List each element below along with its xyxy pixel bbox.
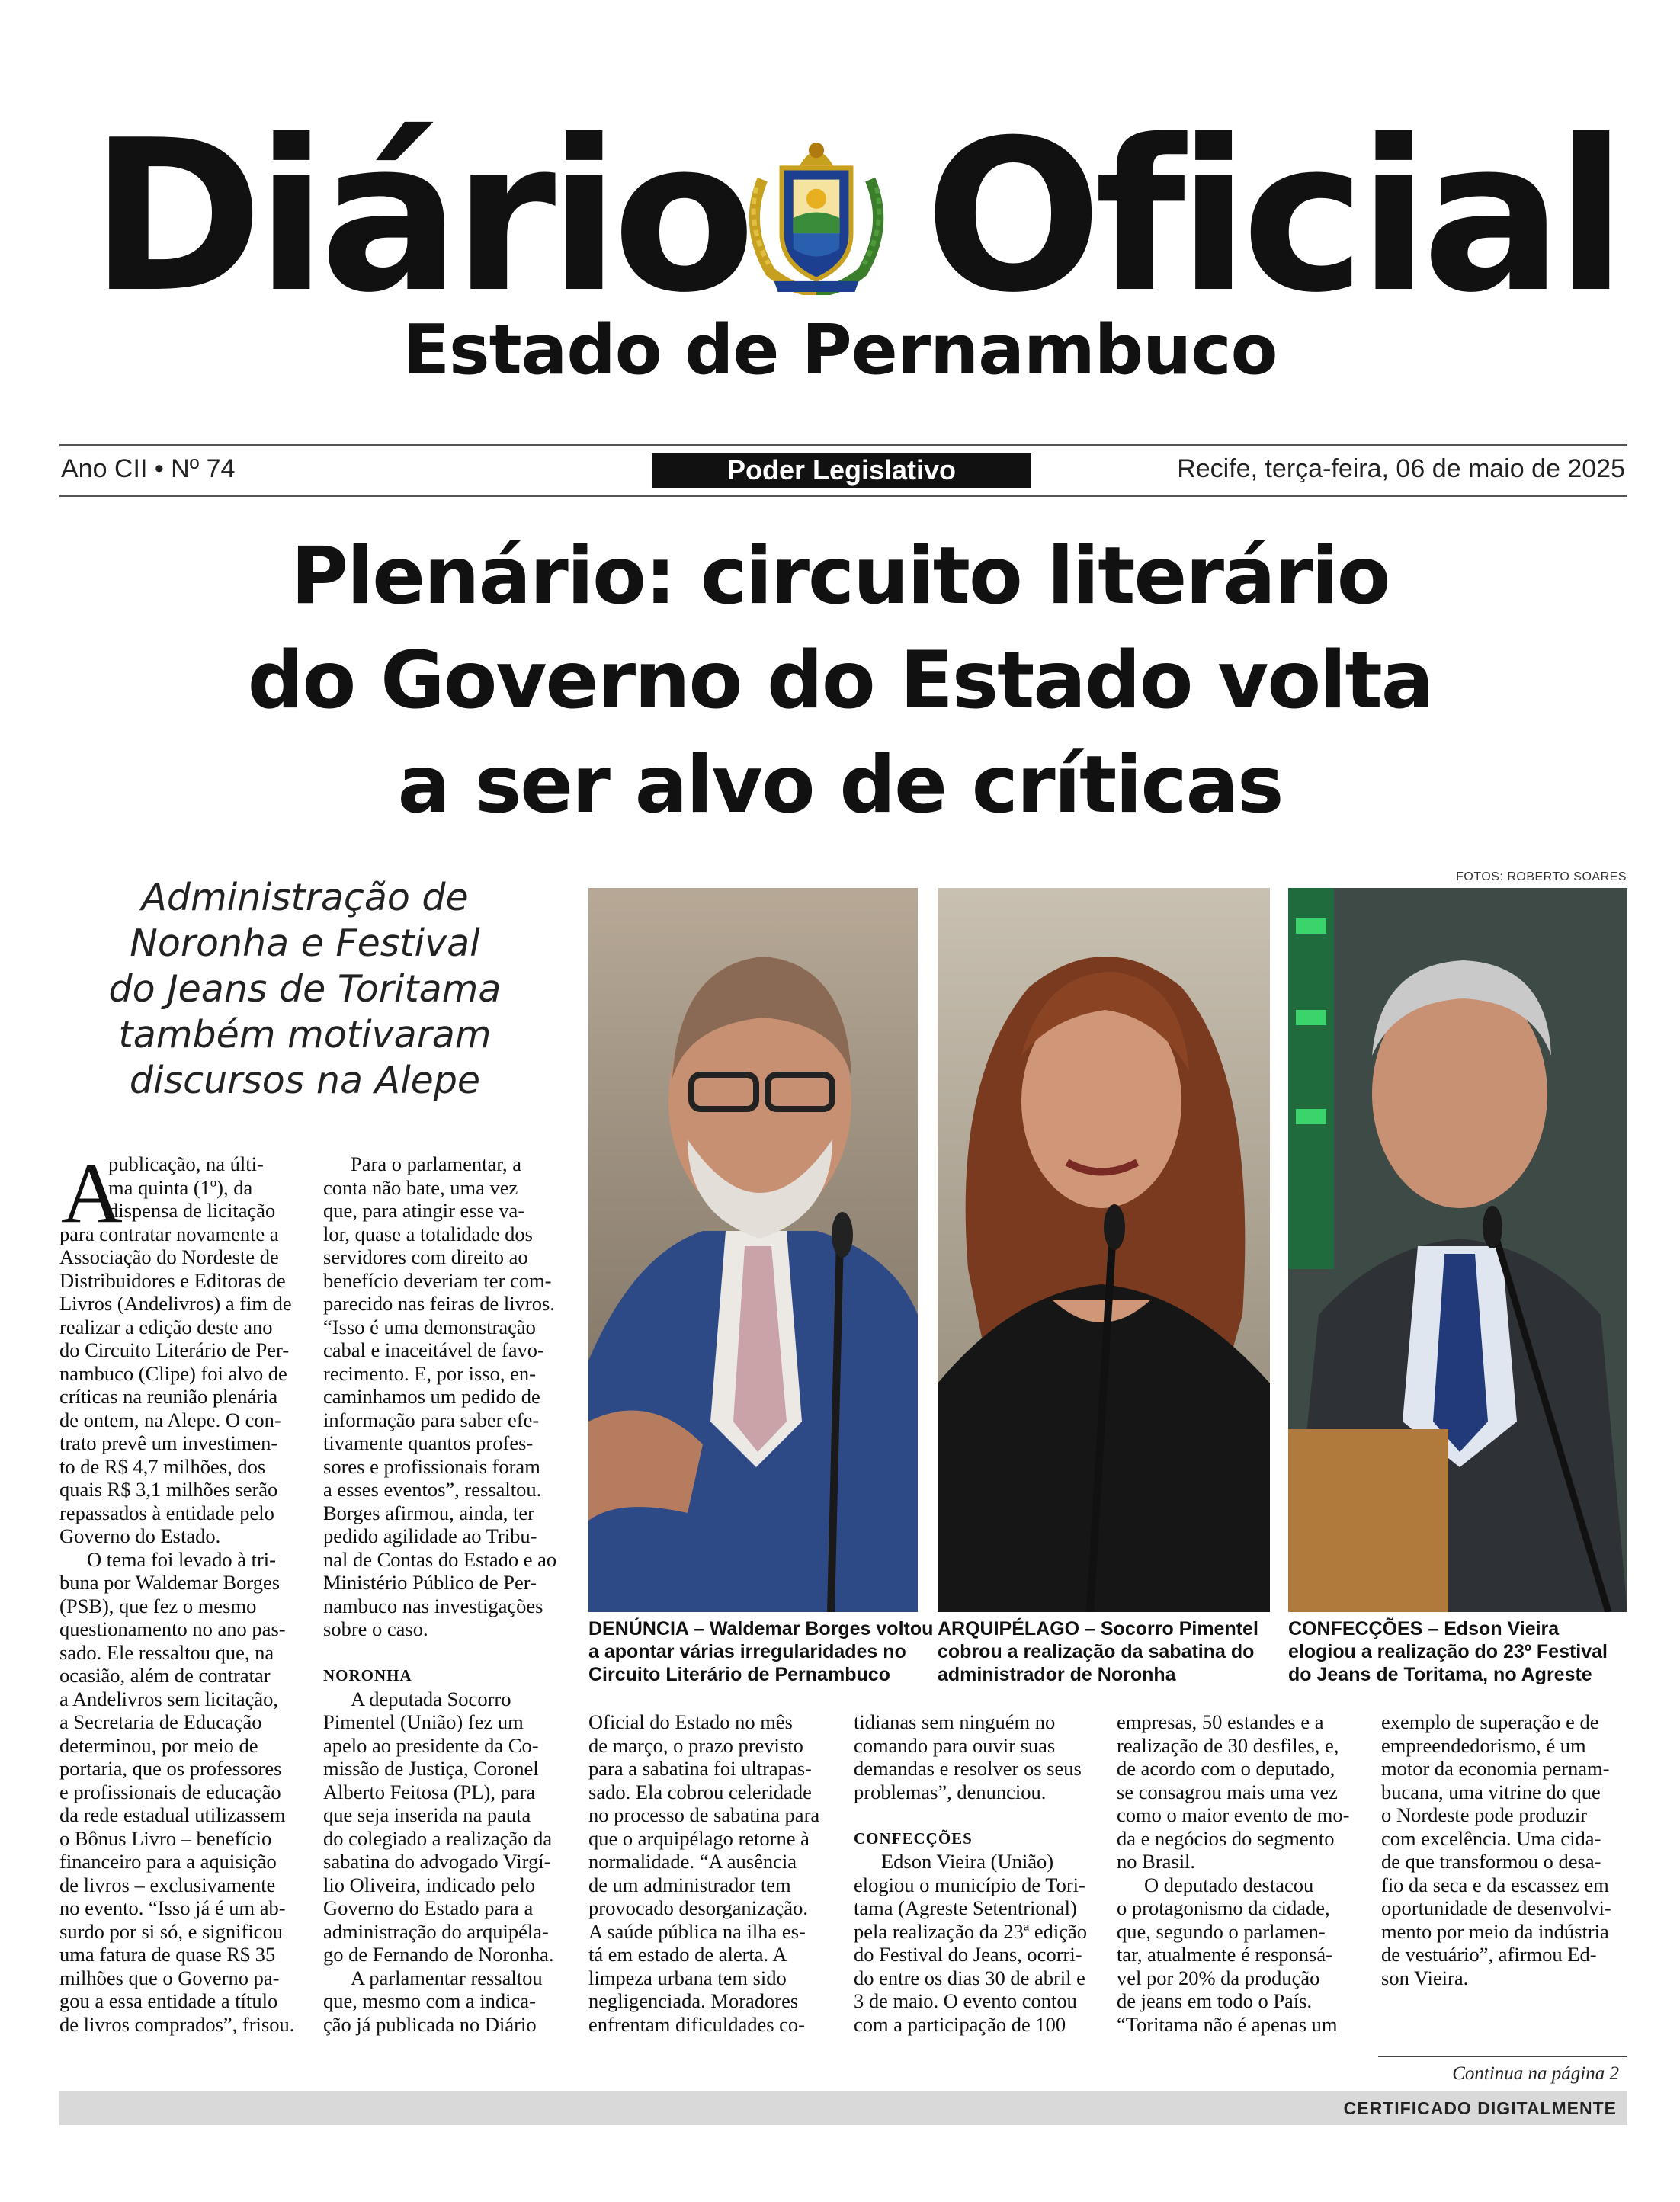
article-line: nambuco (Clipe) foi alvo de [59,1361,287,1385]
issue-number: Ano CII • Nº 74 [61,454,236,483]
article-line: tivamente quantos profes- [323,1431,534,1454]
article-line: sabatina do advogado Virgí- [323,1850,551,1873]
article-line: que, para atingir esse va- [323,1199,525,1222]
article-column-5 [1117,1710,1362,2036]
article-line: para a sabatina foi ultrapas- [588,1757,812,1780]
caption-line: DENÚNCIA – Waldemar Borges voltou [588,1618,934,1639]
article-line: de livros comprados”, frisou. [59,2012,295,2036]
article-line: O deputado destacou [1144,1873,1314,1896]
masthead-title-right: Oficial [925,95,1620,338]
article-line: empresas, 50 estandes e a [1117,1710,1324,1733]
article-line: sores e profissionais foram [323,1454,540,1478]
article-line: dispensa de licitação [108,1199,276,1222]
photo-caption [938,1617,1273,1686]
article-line: surdo por si só, e significou [59,1919,283,1943]
deck-line: do Jeans de Toritama [108,967,502,1011]
article-line: demandas e resolver os seus [854,1757,1082,1780]
edition-date: Recife, terça-feira, 06 de maio de 2025 [1177,454,1625,483]
caption-line: do Jeans de Toritama, no Agreste [1288,1664,1592,1685]
article-line: motor da economia pernam- [1381,1757,1610,1780]
article-line: realizar a edição deste ano [59,1315,273,1338]
article-line: CONFECÇÕES [854,1829,973,1848]
article-line: o protagonismo da cidade, [1117,1896,1330,1919]
article-line: cabal e inaceitável de favo- [323,1338,544,1361]
article-line: oportunidade de desenvolvi- [1381,1896,1611,1919]
article-line: Governo do Estado. [59,1524,221,1547]
article-line [854,1803,1098,1827]
article-line: realização de 30 desfiles, e, [1117,1733,1339,1757]
article-line: benefício deveriam ter com- [323,1268,552,1292]
section-label: Poder Legislativo [652,453,1031,488]
article-line: problemas”, denunciou. [854,1780,1047,1803]
article-line: recimento. E, por isso, en- [323,1361,536,1385]
article-line: o Nordeste pode produzir [1381,1803,1588,1826]
article-line: de livros – exclusivamente [59,1873,276,1896]
article-line: de ontem, na Alepe. O con- [59,1408,281,1431]
article-line: conta não bate, uma vez [323,1175,518,1199]
article-line: buna por Waldemar Borges [59,1571,281,1594]
article-line: provocado desorganização. [588,1896,808,1919]
article-line: Associação do Nordeste de [59,1245,279,1268]
article-line: o Bônus Livro – benefício [59,1826,272,1850]
article-line: a Andelivros sem licitação, [59,1687,278,1710]
caption-line: ARQUIPÉLAGO – Socorro Pimentel [938,1618,1258,1639]
article-line: no evento. “Isso já é um ab- [59,1896,286,1919]
article-line: go de Fernando de Noronha. [323,1943,554,1966]
article-line: no Brasil. [1117,1850,1196,1873]
photo-socorro-pimentel [938,888,1270,1612]
article-line: milhões que o Governo pa- [59,1966,280,1989]
article-line: 3 de maio. O evento contou [854,1989,1077,2012]
article-line: sado. Ele ressaltou que, na [59,1640,274,1664]
article-line: nambuco nas investigações [323,1594,543,1617]
footer-bar [59,2091,1627,2125]
article-line: caminhamos um pedido de [323,1385,540,1408]
article-line: determinou, por meio de [59,1733,258,1757]
article-line: da rede estadual utilizassem [59,1803,286,1826]
article-line: tá em estado de alerta. A [588,1943,787,1966]
article-line: tidianas sem ninguém no [854,1710,1056,1733]
article-line: negligenciada. Moradores [588,1989,799,2012]
edition-rule-top [59,444,1627,446]
article-line: tar, atualmente é responsá- [1117,1943,1332,1966]
article-line: de março, o prazo previsto [588,1733,803,1757]
photo-caption [1288,1617,1631,1686]
article-line: Livros (Andelivros) a fim de [59,1292,292,1315]
photo-credit: FOTOS: ROBERTO SOARES [1456,870,1627,883]
article-line: como o maior evento de mo- [1117,1803,1350,1826]
article-line: Borges afirmou, ainda, ter [323,1501,534,1524]
article-line: fio da seca e da escassez em [1381,1873,1609,1896]
article-line: que, mesmo com a indica- [323,1989,536,2012]
article-line: empreendedorismo, é um [1381,1733,1586,1757]
article-line: quais R$ 3,1 milhões serão [59,1478,278,1501]
article-line: no processo de sabatina para [588,1803,820,1826]
article-line: para contratar novamente a [59,1222,279,1245]
deck-line: também motivaram [118,1013,492,1056]
article-line: uma fatura de quase R$ 35 [59,1943,276,1966]
masthead-title-left: Diário [90,95,749,338]
article-line: do colegiado a realização da [323,1826,553,1850]
article-line: NORONHA [323,1666,412,1684]
article-line: que, segundo o parlamen- [1117,1919,1326,1943]
article-line: publicação, na últi- [108,1152,264,1175]
article-line: missão de Justiça, Coronel [323,1757,539,1780]
deck-line: Administração de [141,876,469,919]
article-line: informação para saber efe- [323,1408,540,1431]
caption-line: administrador de Noronha [938,1664,1176,1685]
deck-line: Noronha e Festival [130,922,480,965]
article-line: gou a essa entidade a título [59,1989,278,2012]
article-line: enfrentam dificuldades co- [588,2012,806,2036]
article-line: O tema foi levado à tri- [87,1547,276,1571]
article-line: de que transformou o desa- [1381,1850,1601,1873]
caption-line: Circuito Literário de Pernambuco [588,1664,890,1685]
article-line: Distribuidores e Editoras de [59,1268,286,1292]
article-line: de um administrador tem [588,1873,791,1896]
article-column-6 [1381,1710,1627,1989]
article-line: repassados à entidade pelo [59,1501,274,1524]
article-column-4 [854,1710,1098,2036]
article-line: de acordo com o deputado, [1117,1757,1335,1780]
article-line: que seja inserida na pauta [323,1803,531,1826]
article-line: A parlamentar ressaltou [351,1966,543,1989]
article-column-1 [59,1146,300,2036]
article-line: do Festival do Jeans, ocorri- [854,1943,1082,1966]
article-line: lio Oliveira, indicado pelo [323,1873,536,1896]
headline-line: do Governo do Estado volta [247,635,1433,726]
article-line: e profissionais de educação [59,1780,281,1803]
article-line: pedido agilidade ao Tribu- [323,1524,537,1547]
drop-cap: A [61,1146,123,1241]
article-line: “Isso é uma demonstração [323,1315,536,1338]
article-line: questionamento no ano pas- [59,1617,286,1640]
article-column-2 [323,1152,567,2036]
caption-line: a apontar várias irregularidades no [588,1641,906,1662]
continua-rule [1378,2056,1627,2057]
article-line: a Secretaria de Educação [59,1710,262,1733]
headline-line: a ser alvo de críticas [397,739,1283,831]
article-line: Para o parlamentar, a [351,1152,522,1175]
article-line: lor, quase a totalidade dos [323,1222,533,1245]
caption-line: CONFECÇÕES – Edson Vieira [1288,1618,1560,1639]
article-line: críticas na reunião plenária [59,1385,278,1408]
article-line: “Toritama não é apenas um [1117,2012,1338,2036]
article-line: de vestuário”, afirmou Ed- [1381,1943,1597,1966]
article-line: trato prevê um investimen- [59,1431,278,1454]
masthead-subtitle: Estado de Pernambuco [402,310,1278,390]
caption-line: cobrou a realização da sabatina do [938,1641,1255,1662]
article-line: pela realização da 23ª edição [854,1919,1087,1943]
article-line: parecido nas feiras de livros. [323,1292,555,1315]
headline [152,524,1528,838]
article-line: elogiou o município de Tori- [854,1873,1085,1896]
article-line: da e negócios do segmento [1117,1826,1335,1850]
photo-caption [588,1617,934,1686]
article-line: limpeza urbana tem sido [588,1966,787,1989]
article-line: do Circuito Literário de Per- [59,1338,290,1361]
article-line: financeiro para a aquisição [59,1850,277,1873]
article-line: ção já publicada no Diário [323,2012,537,2036]
article-line: son Vieira. [1381,1966,1469,1989]
article-line: bucana, uma vitrine do que [1381,1780,1601,1803]
article-line: Alberto Feitosa (PL), para [323,1780,536,1803]
digital-certificate-label: CERTIFICADO DIGITALMENTE [1343,2098,1617,2118]
article-line: servidores com direito ao [323,1245,528,1268]
article-line: normalidade. “A ausência [588,1850,797,1873]
article-line: A deputada Socorro [351,1687,511,1710]
article-line: administração do arquipéla- [323,1919,549,1943]
article-line: vel por 20% da produção [1117,1966,1320,1989]
article-line: sado. Ela cobrou celeridade [588,1780,812,1803]
coat-of-arms-icon [739,133,893,295]
article-line: de jeans em todo o País. [1117,1989,1313,2012]
article-line: Edson Vieira (União) [881,1850,1054,1873]
article-line: com a participação de 100 [854,2012,1066,2036]
article-line: nal de Contas do Estado e ao [323,1547,557,1571]
article-line: sobre o caso. [323,1617,428,1640]
article-line: comando para ouvir suas [854,1733,1056,1757]
photo-waldemar-borges [588,888,918,1612]
article-line: se consagrou mais uma vez [1117,1780,1338,1803]
article-line: tama (Agreste Setentrional) [854,1896,1077,1919]
deck-line: discursos na Alepe [129,1059,481,1102]
article-line: exemplo de superação e de [1381,1710,1599,1733]
article-line: (PSB), que fez o mesmo [59,1594,257,1617]
article-column-3 [588,1710,832,2036]
article-line: a esses eventos”, ressaltou. [323,1478,542,1501]
article-line: ocasião, além de contratar [59,1664,271,1687]
edition-rule-bottom [59,495,1627,497]
article-line: Pimentel (União) fez um [323,1710,524,1733]
caption-line: elogiou a realização do 23º Festival [1288,1641,1608,1662]
article-line: Oficial do Estado no mês [588,1710,793,1733]
article-line: mento por meio da indústria [1381,1919,1609,1943]
article-line: Ministério Público de Per- [323,1571,537,1594]
article-line: portaria, que os professores [59,1757,282,1780]
article-line: que o arquipélago retorne à [588,1826,810,1850]
article-line: apelo ao presidente da Co- [323,1733,539,1757]
article-line: to de R$ 4,7 milhões, dos [59,1454,266,1478]
article-line: Governo do Estado para a [323,1896,534,1919]
headline-line: Plenário: circuito literário [290,530,1390,622]
article-line: A saúde pública na ilha es- [588,1919,806,1943]
photo-edson-vieira [1288,888,1627,1612]
deck [69,875,541,1104]
article-line: do entre os dias 30 de abril e [854,1966,1085,1989]
article-line [323,1641,567,1665]
continued-on-page: Continua na página 2 [1452,2063,1619,2084]
article-line: com excelência. Uma cida- [1381,1826,1601,1850]
article-line: ma quinta (1º), da [108,1175,253,1199]
